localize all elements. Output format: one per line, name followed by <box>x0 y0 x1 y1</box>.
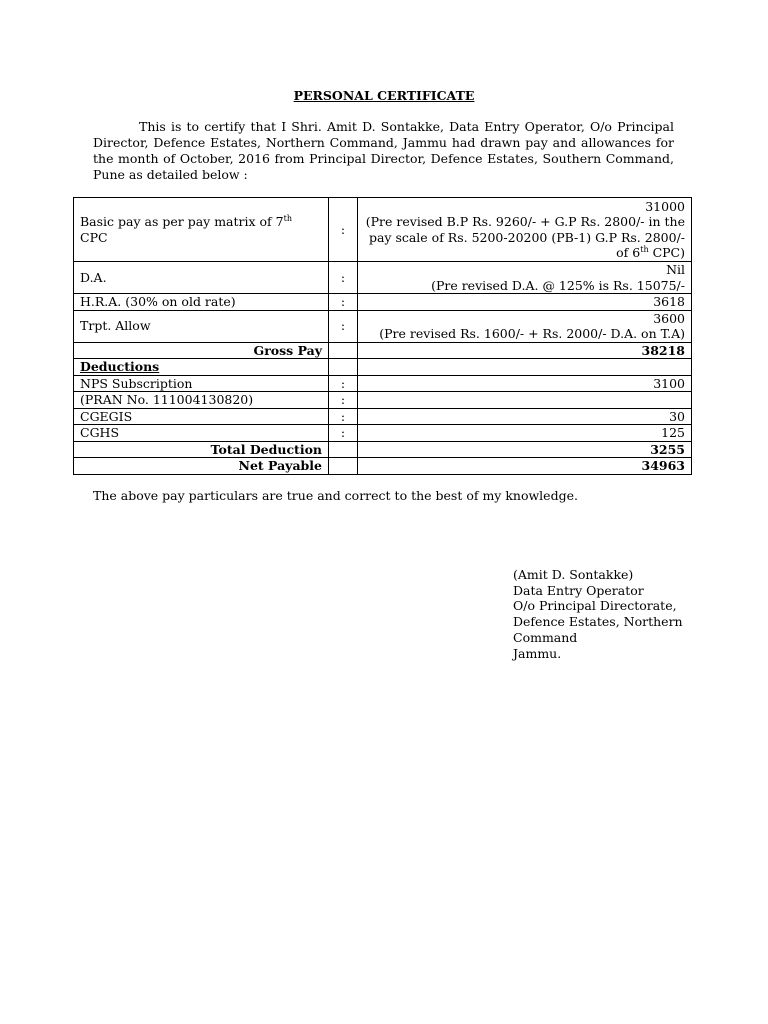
signatory-name: (Amit D. Sontakke) <box>513 567 634 582</box>
intro-paragraph: This is to certify that I Shri. Amit D. Sontakke, Data Entry Operator, O/o Principal Director, Defence Estates, Northern Command, Jammu had drawn pay and allowances for the month of October, 2016 from Principal Director, Defence Estates, Southern Command, Pune as detailed below : <box>93 119 674 182</box>
pay-table <box>73 197 692 475</box>
colon: : <box>329 198 358 262</box>
signatory-office: Command <box>513 629 578 645</box>
table-row-trpt <box>74 310 692 342</box>
colon <box>329 359 358 376</box>
table-row-da <box>74 262 692 294</box>
table-row-deductions-header <box>74 359 692 376</box>
da-value: Nil (Pre revised D.A. @ 125% is Rs. 15075/- <box>358 262 692 294</box>
signatory-place: Jammu. <box>513 645 562 661</box>
gross-pay-label: Gross Pay <box>74 342 329 359</box>
deductions-header: Deductions <box>74 359 329 376</box>
basic-pay-label: Basic pay as per pay matrix of 7th CPC <box>74 198 329 262</box>
trpt-value: 3600 (Pre revised Rs. 1600/- + Rs. 2000/- D.A. on T.A) <box>358 310 692 342</box>
signature-block <box>513 567 683 661</box>
gross-pay-value: 38218 <box>358 342 692 359</box>
da-label: D.A. <box>74 262 329 294</box>
colon: : <box>329 392 358 409</box>
total-deduction-label: Total Deduction <box>74 441 329 458</box>
nps-value: 3100 <box>358 375 692 392</box>
total-deduction-value: 3255 <box>358 441 692 458</box>
signatory-designation: Data Entry Operator <box>513 582 644 598</box>
table-row-cghs <box>74 425 692 442</box>
colon <box>329 441 358 458</box>
nps-label: NPS Subscription <box>74 375 329 392</box>
colon: : <box>329 262 358 294</box>
cgegis-label: CGEGIS <box>74 408 329 425</box>
page-title: PERSONAL CERTIFICATE <box>293 88 475 103</box>
table-row-hra <box>74 294 692 311</box>
basic-pay-value: 31000 (Pre revised B.P Rs. 9260/- + G.P Rs. 2800/- in the pay scale of Rs. 5200-20200 (PB-1) G.P Rs. 2800/- of 6th CPC) <box>358 198 692 262</box>
hra-value: 3618 <box>358 294 692 311</box>
net-payable-label: Net Payable <box>74 458 329 475</box>
hra-label: H.R.A. (30% on old rate) <box>74 294 329 311</box>
colon: : <box>329 310 358 342</box>
table-row-gross-pay <box>74 342 692 359</box>
table-row-total-deduction <box>74 441 692 458</box>
signatory-office: Defence Estates, Northern <box>513 614 683 630</box>
cghs-label: CGHS <box>74 425 329 442</box>
declaration-text: The above pay particulars are true and correct to the best of my knowledge. <box>93 488 578 503</box>
net-payable-value: 34963 <box>358 458 692 475</box>
colon: : <box>329 408 358 425</box>
colon: : <box>329 294 358 311</box>
colon: : <box>329 425 358 442</box>
table-row-basic-pay <box>74 198 692 262</box>
table-row-net-payable <box>74 458 692 475</box>
colon <box>329 342 358 359</box>
cghs-value: 125 <box>358 425 692 442</box>
trpt-label: Trpt. Allow <box>74 310 329 342</box>
pran-label: (PRAN No. 111004130820) <box>74 392 329 409</box>
cgegis-value: 30 <box>358 408 692 425</box>
table-row-pran <box>74 392 692 409</box>
colon: : <box>329 375 358 392</box>
colon <box>329 458 358 475</box>
table-row-cgegis <box>74 408 692 425</box>
signatory-office: O/o Principal Directorate, <box>513 598 677 614</box>
table-row-nps <box>74 375 692 392</box>
